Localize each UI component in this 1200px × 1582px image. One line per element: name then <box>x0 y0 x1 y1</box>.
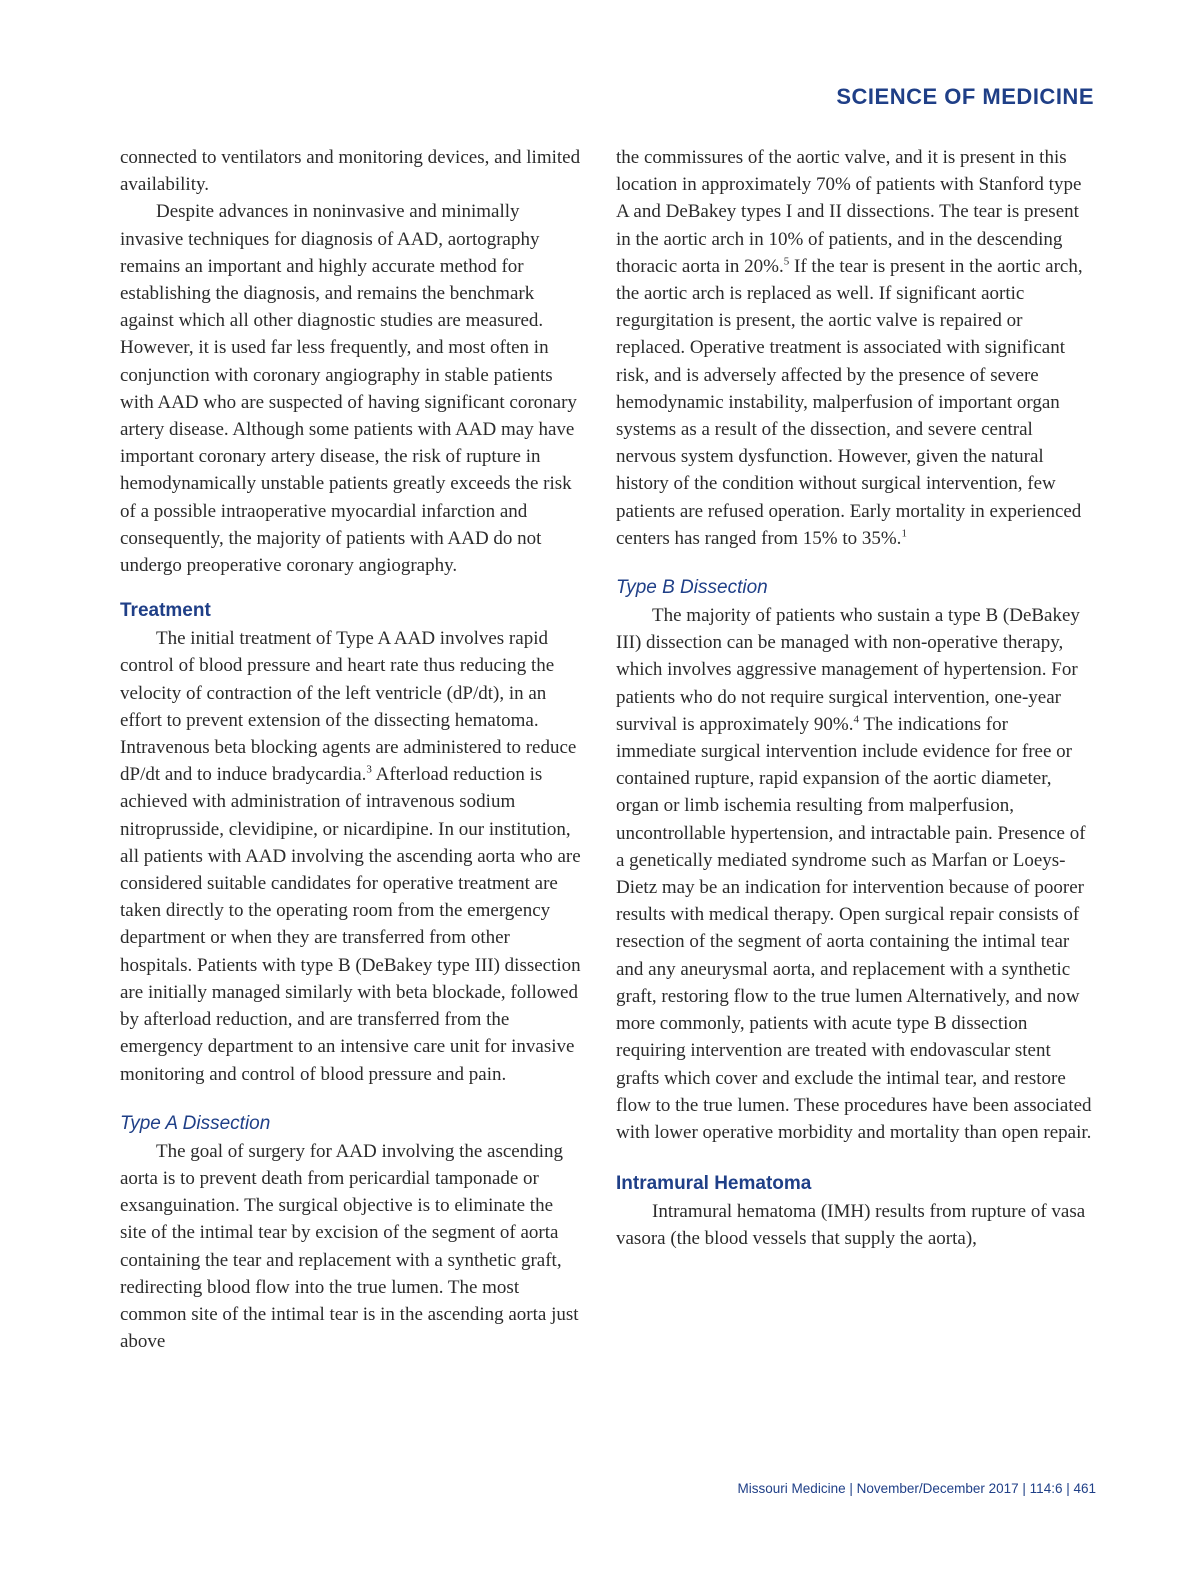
left-column <box>120 144 582 1355</box>
left-paragraph-3 <box>120 625 582 1087</box>
left-paragraph-2: Despite advances in noninvasive and minimally invasive techniques for diagnosis of AAD, aortography remains an important and highly accurate method for establishing the diagnosis, and remains the benchmark against which all other diagnostic studies are measured. However, it is used far less frequently, and most often in conjunction with coronary angiography in stable patients with AAD who are suspected of having significant coronary artery disease. Although some patients with AAD may have important coronary artery disease, the risk of rupture in hemodynamically unstable patients greatly exceeds the risk of a possible intraoperative myocardial infarction and consequently, the majority of patients with AAD do not undergo preoperative coronary angiography. <box>120 201 577 577</box>
section-header: SCIENCE OF MEDICINE <box>836 84 1094 109</box>
right-paragraph-2-part-b: The indications for immediate surgical intervention include evidence for free or contained rupture, rapid expansion of the aortic diameter, organ or limb ischemia resulting from malperfusion, uncontrollable hypertension, and intractable pain. Presence of a genetically mediated syndrome such as Marfan or Loeys-Dietz may be an indication for intervention because of poorer results with medical therapy. Open surgical repair consists of resection of the segment of aorta containing the intimal tear and any aneurysmal aorta, and replacement with a synthetic graft, restoring flow to the true lumen Alternatively, and now more commonly, patients with acute type B dissection requiring intervention are treated with endovascular stent grafts which cover and exclude the intimal tear, and restore flow to the true lumen. These procedures have been associated with lower operative morbidity and mortality than open repair. <box>616 713 1092 1143</box>
heading-intramural-hematoma: Intramural Hematoma <box>616 1173 812 1195</box>
right-paragraph-1 <box>616 144 1092 552</box>
footer-citation: Missouri Medicine | November/December 2017 | 114:6 | 461 <box>737 1481 1096 1496</box>
reference-superscript: 1 <box>901 527 907 540</box>
left-paragraph-3-part-a: The initial treatment of Type A AAD involves rapid control of blood pressure and heart rate thus reducing the velocity of contraction of the left ventricle (dP/dt), in an effort to prevent extension of the dissecting hematoma. Intravenous beta blocking agents are administered to reduce dP/dt and to induce bradycardia. <box>120 628 577 786</box>
reference-superscript: 5 <box>783 255 790 268</box>
reference-superscript: 3 <box>366 763 372 776</box>
heading-type-a-dissection: Type A Dissection <box>120 1112 271 1134</box>
heading-type-b-dissection: Type B Dissection <box>616 577 768 599</box>
heading-treatment: Treatment <box>120 600 211 622</box>
left-paragraph-3-part-b: Afterload reduction is achieved with administration of intravenous sodium nitroprusside, clevidipine, or nicardipine. In our institution, all patients with AAD involving the ascending aorta who are considered suitable candidates for operative treatment are taken directly to the operating room from the emergency department or when they are transferred from other hospitals. Patients with type B (DeBakey type III) dissection are initially managed similarly with beta blockade, followed by afterload reduction, and are transferred from the emergency department to an intensive care unit for invasive monitoring and control of blood pressure and pain. <box>120 764 581 1085</box>
right-paragraph-3: Intramural hematoma (IMH) results from rupture of vasa vasora (the blood vessels that supply the aorta), <box>616 1201 1086 1250</box>
right-paragraph-2-part-a: The majority of patients who sustain a type B (DeBakey III) dissection can be managed with non-operative therapy, which involves aggressive management of hypertension. For patients who do not require surgical intervention, one-year survival is approximately 90%. <box>616 605 1080 735</box>
right-paragraph-1-part-b: If the tear is present in the aortic arch, the aortic arch is replaced as well. If significant aortic regurgitation is present, the aortic valve is repaired or replaced. Operative treatment is associated with significant risk, and is adversely affected by the presence of severe hemodynamic instability, malperfusion of important organ systems as a result of the dissection, and severe central nervous system dysfunction. However, given the natural history of the condition without surgical intervention, few patients are refused operation. Early mortality in experienced centers has ranged from 15% to 35%. <box>616 255 1083 549</box>
left-paragraph-1: connected to ventilators and monitoring devices, and limited availability. <box>120 147 581 196</box>
right-paragraph-1-part-a: the commissures of the aortic valve, and it is present in this location in approximately 70% of patients with Stanford type A and DeBakey types I and II dissections. The tear is present in the aortic arch in 10% of patients, and in the descending thoracic aorta in 20%. <box>616 147 1082 277</box>
right-paragraph-2 <box>616 602 1092 1146</box>
left-paragraph-4: The goal of surgery for AAD involving the ascending aorta is to prevent death from pericardial tamponade or exsanguination. The surgical objective is to eliminate the site of the intimal tear by excision of the segment of aorta containing the tear and replacement with a synthetic graft, redirecting blood flow into the true lumen. The most common site of the intimal tear is in the ascending aorta just above <box>120 1140 579 1353</box>
reference-superscript: 4 <box>853 713 859 726</box>
right-column <box>616 144 1092 1253</box>
